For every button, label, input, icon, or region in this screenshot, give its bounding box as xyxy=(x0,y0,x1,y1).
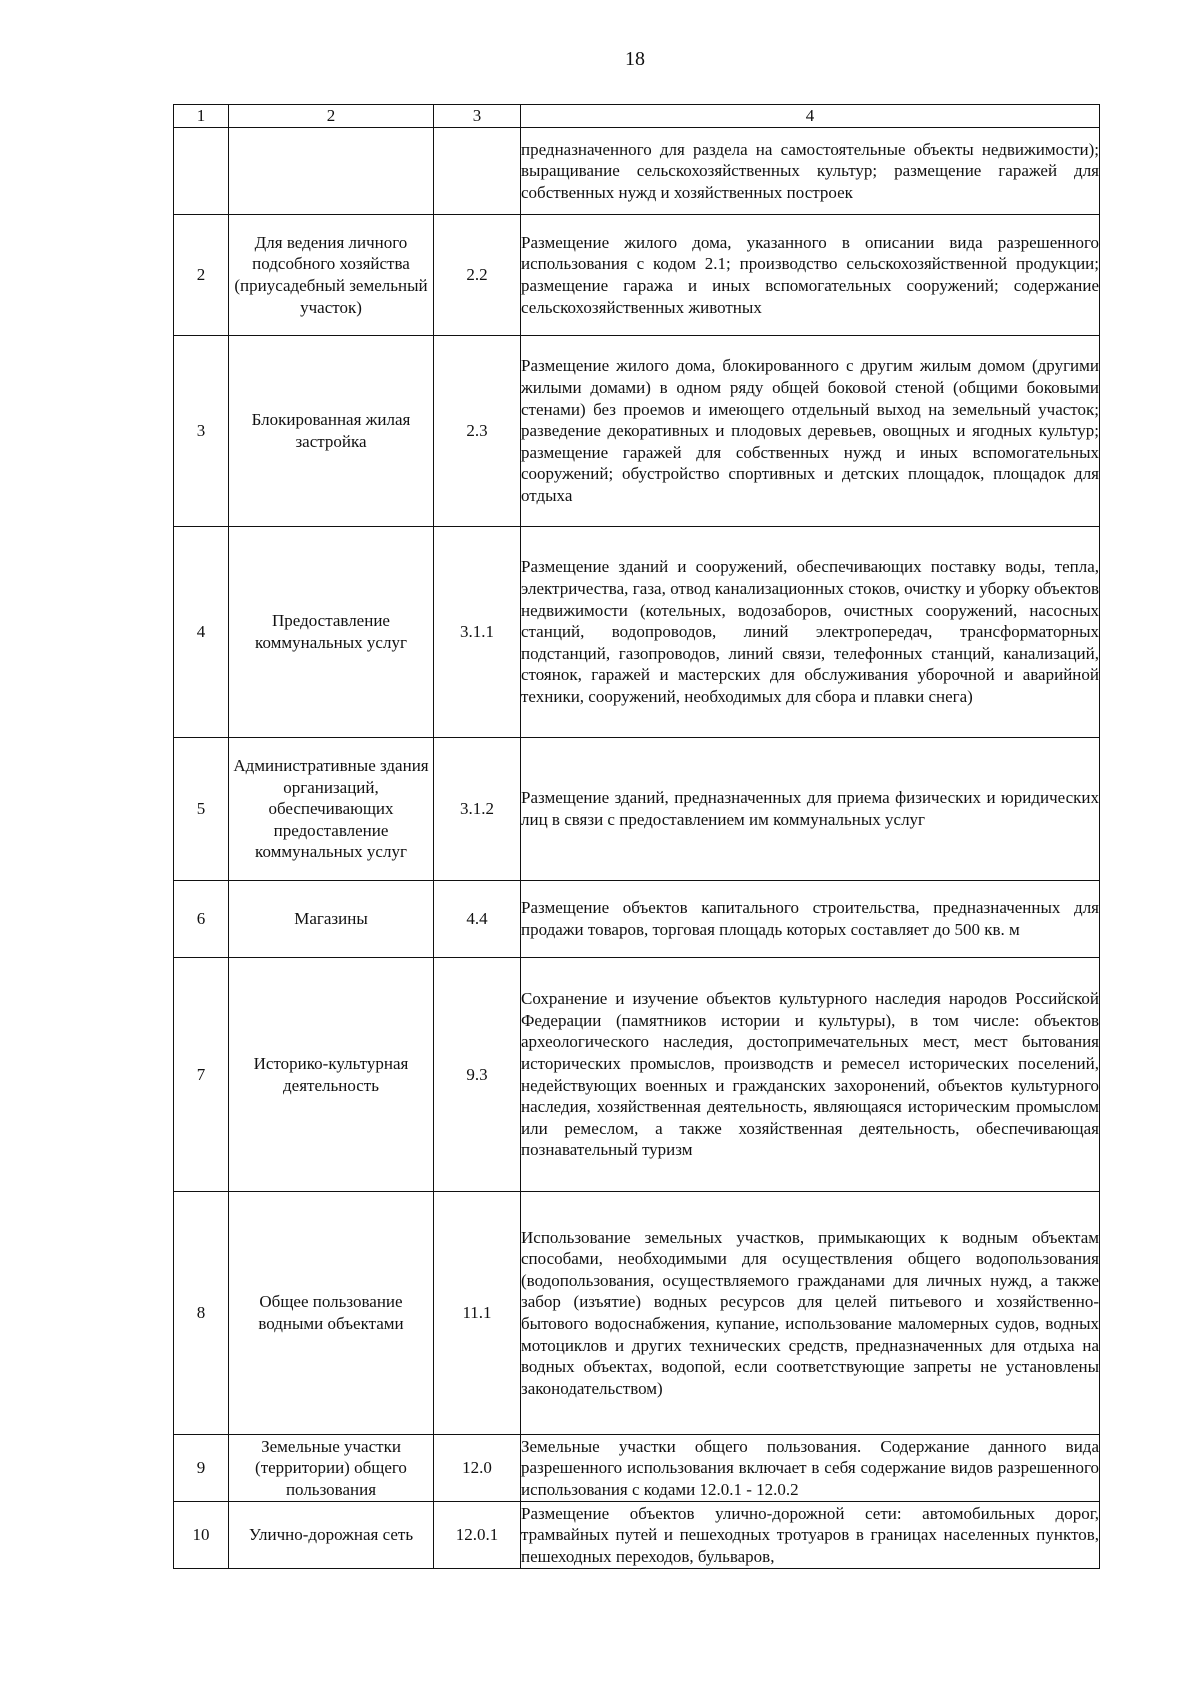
row-number: 9 xyxy=(174,1435,229,1502)
row-number: 7 xyxy=(174,958,229,1192)
land-use-name: Улично-дорожная сеть xyxy=(229,1502,434,1569)
table-row xyxy=(174,527,1100,738)
land-use-name: Предоставление коммунальных услуг xyxy=(229,527,434,738)
land-use-name: Административные здания организаций, обеспечивающих предоставление коммунальных услуг xyxy=(229,738,434,881)
land-use-description: Размещение жилого дома, указанного в описании вида разрешенного использования с кодом 2.1; производство сельскохозяйственной продукции; размещение гаража и иных вспомогательных сооружений; содержание сельскохозяйственных животных xyxy=(521,215,1100,336)
land-use-name: Общее пользование водными объектами xyxy=(229,1192,434,1435)
row-number: 5 xyxy=(174,738,229,881)
land-use-name: Для ведения личного подсобного хозяйства (приусадебный земельный участок) xyxy=(229,215,434,336)
land-use-code: 2.2 xyxy=(434,215,521,336)
land-use-code: 3.1.2 xyxy=(434,738,521,881)
land-use-code: 12.0.1 xyxy=(434,1502,521,1569)
table-header-row xyxy=(174,105,1100,128)
row-number: 10 xyxy=(174,1502,229,1569)
table-row xyxy=(174,1502,1100,1569)
land-use-code: 2.3 xyxy=(434,336,521,527)
header-col-3: 3 xyxy=(434,105,521,128)
table-row xyxy=(174,128,1100,215)
land-use-code: 4.4 xyxy=(434,881,521,958)
header-col-4: 4 xyxy=(521,105,1100,128)
row-number: 3 xyxy=(174,336,229,527)
land-use-table xyxy=(173,104,1100,1569)
land-use-description: Земельные участки общего пользования. Содержание данного вида разрешенного использования включает в себя содержание видов разрешенного использования с кодами 12.0.1 - 12.0.2 xyxy=(521,1435,1100,1502)
land-use-name: Блокированная жилая застройка xyxy=(229,336,434,527)
land-use-description: Размещение объектов улично-дорожной сети: автомобильных дорог, трамвайных путей и пешеходных тротуаров в границах населенных пунктов, пешеходных переходов, бульваров, xyxy=(521,1502,1100,1569)
row-number: 6 xyxy=(174,881,229,958)
land-use-name: Магазины xyxy=(229,881,434,958)
row-number: 8 xyxy=(174,1192,229,1435)
header-col-1: 1 xyxy=(174,105,229,128)
land-use-code: 11.1 xyxy=(434,1192,521,1435)
land-use-code xyxy=(434,128,521,215)
row-number: 2 xyxy=(174,215,229,336)
header-col-2: 2 xyxy=(229,105,434,128)
table-row xyxy=(174,738,1100,881)
table-row xyxy=(174,215,1100,336)
land-use-code: 9.3 xyxy=(434,958,521,1192)
table-row xyxy=(174,336,1100,527)
land-use-code: 12.0 xyxy=(434,1435,521,1502)
land-use-code: 3.1.1 xyxy=(434,527,521,738)
table-row xyxy=(174,1192,1100,1435)
land-use-description: Размещение зданий, предназначенных для приема физических и юридических лиц в связи с предоставлением им коммунальных услуг xyxy=(521,738,1100,881)
table-row xyxy=(174,1435,1100,1502)
page-number: 18 xyxy=(625,48,645,70)
land-use-name: Историко-культурная деятельность xyxy=(229,958,434,1192)
land-use-description: Размещение зданий и сооружений, обеспечивающих поставку воды, тепла, электричества, газа, отвод канализационных стоков, очистку и уборку объектов недвижимости (котельных, водозаборов, очистных сооружений, насосных станций, водопроводов, линий электропередач, трансформаторных подстанций, газопроводов, линий связи, телефонных станций, канализаций, стоянок, гаражей и мастерских для обслуживания уборочной и аварийной техники, сооружений, необходимых для сбора и плавки снега) xyxy=(521,527,1100,738)
land-use-name xyxy=(229,128,434,215)
table-row xyxy=(174,881,1100,958)
land-use-description: Использование земельных участков, примыкающих к водным объектам способами, необходимыми для осуществления общего водопользования (водопользования, осуществляемого гражданами для личных нужд, а также забор (изъятие) водных ресурсов для целей питьевого и хозяйственно-бытового водоснабжения, купание, использование маломерных судов, водных мотоциклов и других технических средств, предназначенных для отдыха на водных объектах, водопой, если соответствующие запреты не установлены законодательством) xyxy=(521,1192,1100,1435)
land-use-name: Земельные участки (территории) общего пользования xyxy=(229,1435,434,1502)
land-use-description: Сохранение и изучение объектов культурного наследия народов Российской Федерации (памятников истории и культуры), в том числе: объектов археологического наследия, достопримечательных мест, мест бытования исторических промыслов, производств и ремесел исторических поселений, недействующих военных и гражданских захоронений, объектов культурного наследия, хозяйственная деятельность, являющаяся историческим промыслом или ремеслом, а также хозяйственная деятельность, обеспечивающая познавательный туризм xyxy=(521,958,1100,1192)
land-use-description: Размещение жилого дома, блокированного с другим жилым домом (другими жилыми домами) в одном ряду общей боковой стеной (общими боковыми стенами) без проемов и имеющего отдельный выход на земельный участок; разведение декоративных и плодовых деревьев, овощных и ягодных культур; размещение гаражей для собственных нужд и иных вспомогательных сооружений; обустройство спортивных и детских площадок, площадок для отдыха xyxy=(521,336,1100,527)
row-number: 4 xyxy=(174,527,229,738)
row-number xyxy=(174,128,229,215)
land-use-description: Размещение объектов капитального строительства, предназначенных для продажи товаров, торговая площадь которых составляет до 500 кв. м xyxy=(521,881,1100,958)
table-row xyxy=(174,958,1100,1192)
land-use-description: предназначенного для раздела на самостоятельные объекты недвижимости); выращивание сельскохозяйственных культур; размещение гаражей для собственных нужд и хозяйственных построек xyxy=(521,128,1100,215)
